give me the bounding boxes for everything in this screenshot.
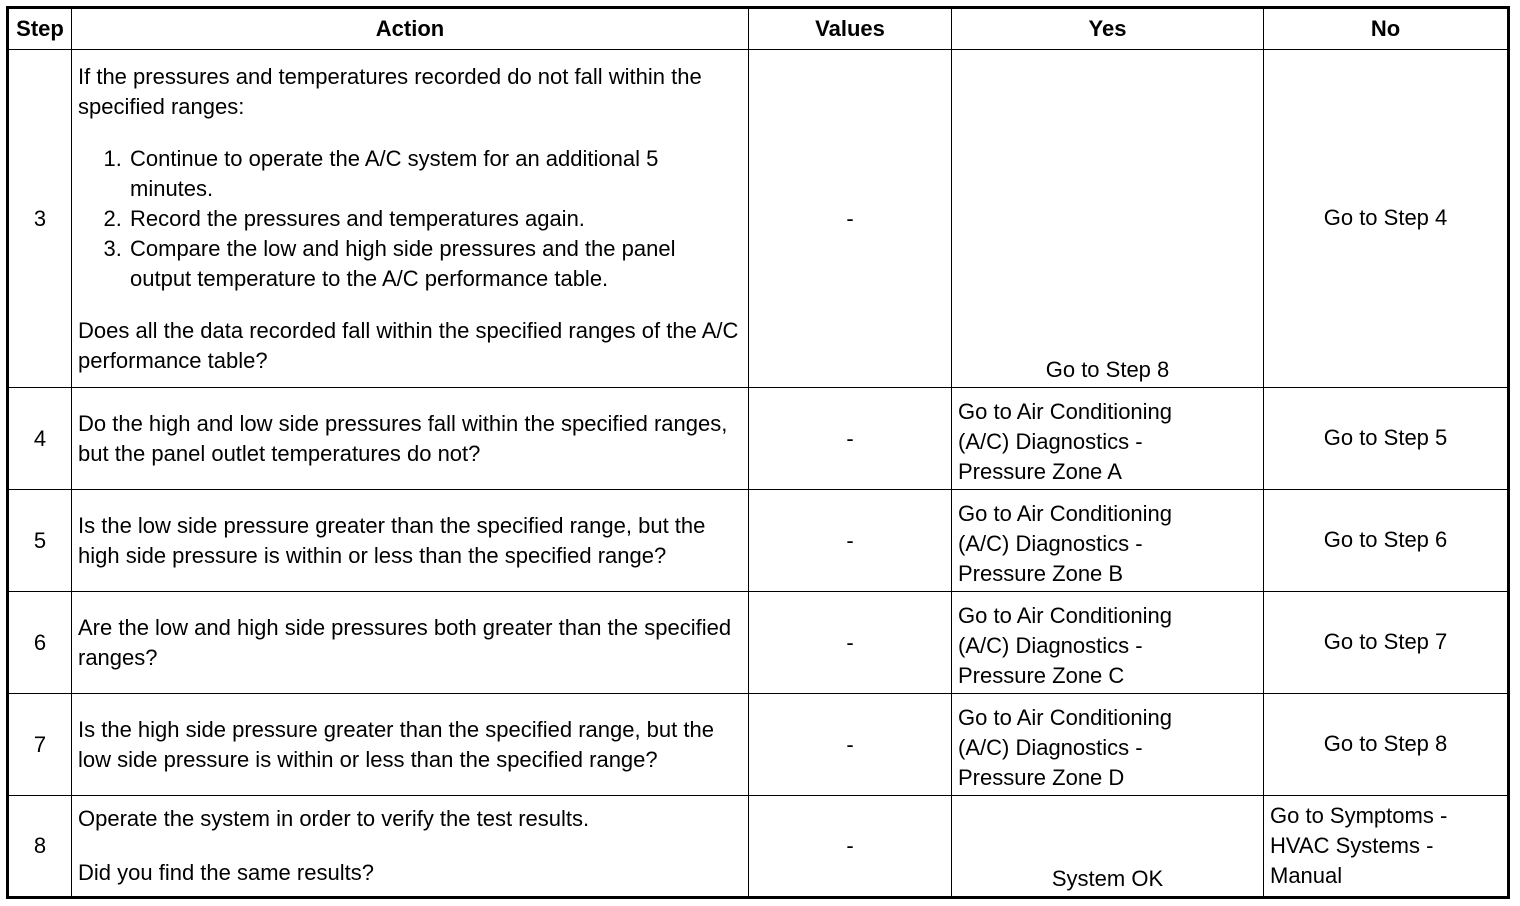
yes-line: Pressure Zone C bbox=[958, 662, 1125, 688]
values-cell: - bbox=[749, 694, 952, 796]
no-cell bbox=[1264, 592, 1509, 694]
no-link[interactable] bbox=[1270, 801, 1501, 891]
table-row bbox=[8, 490, 1509, 592]
no-line: Manual bbox=[1270, 863, 1343, 888]
action-intro: Operate the system in order to verify the test results. bbox=[78, 806, 590, 831]
yes-line: (A/C) Diagnostics - bbox=[958, 734, 1143, 760]
action-question: Is the low side pressure greater than the specified range, but the high side pressure is within or less than the specified range? bbox=[78, 512, 706, 568]
values-cell: - bbox=[749, 796, 952, 898]
yes-cell bbox=[952, 490, 1264, 592]
yes-link[interactable] bbox=[958, 493, 1257, 589]
yes-line: Pressure Zone D bbox=[958, 764, 1125, 790]
diagnostic-table bbox=[6, 6, 1510, 899]
step-number: 5 bbox=[8, 490, 72, 592]
action-cell bbox=[72, 388, 749, 490]
action-cell bbox=[72, 694, 749, 796]
yes-line: (A/C) Diagnostics - bbox=[958, 632, 1143, 658]
no-link[interactable]: Go to Step 7 bbox=[1323, 628, 1448, 654]
step-number: 7 bbox=[8, 694, 72, 796]
yes-link[interactable] bbox=[958, 697, 1257, 793]
table-row bbox=[8, 694, 1509, 796]
action-question: Is the high side pressure greater than the specified range, but the low side pressure is within or less than the specified range? bbox=[78, 716, 714, 772]
yes-line: Pressure Zone A bbox=[958, 458, 1122, 484]
header-values: Values bbox=[749, 8, 952, 50]
yes-link[interactable]: Go to Step 8 bbox=[1045, 357, 1170, 382]
yes-cell bbox=[952, 694, 1264, 796]
yes-cell bbox=[952, 388, 1264, 490]
values-cell: - bbox=[749, 592, 952, 694]
no-link[interactable]: Go to Step 5 bbox=[1323, 424, 1448, 450]
header-yes: Yes bbox=[952, 8, 1264, 50]
header-step: Step bbox=[8, 8, 72, 50]
yes-line: Go to Air Conditioning bbox=[958, 500, 1173, 526]
list-item: 3. Compare the low and high side pressures and the panel output temperature to the A/C performance table. bbox=[128, 234, 742, 294]
action-question: Do the high and low side pressures fall within the specified ranges, but the panel outlet temperatures do not? bbox=[78, 410, 728, 466]
yes-link[interactable] bbox=[958, 595, 1257, 691]
action-question: Does all the data recorded fall within the specified ranges of the A/C performance table? bbox=[78, 317, 739, 373]
header-row bbox=[8, 8, 1509, 50]
yes-cell bbox=[952, 796, 1264, 898]
no-link[interactable]: Go to Step 8 bbox=[1323, 730, 1448, 756]
yes-line: Go to Air Conditioning bbox=[958, 398, 1173, 424]
table-row bbox=[8, 50, 1509, 388]
no-cell bbox=[1264, 490, 1509, 592]
values-cell: - bbox=[749, 50, 952, 388]
action-cell bbox=[72, 490, 749, 592]
values-cell: - bbox=[749, 490, 952, 592]
table-row bbox=[8, 592, 1509, 694]
header-no: No bbox=[1264, 8, 1509, 50]
action-question: Did you find the same results? bbox=[78, 860, 374, 885]
action-cell bbox=[72, 796, 749, 898]
action-cell bbox=[72, 50, 749, 388]
step-number: 8 bbox=[8, 796, 72, 898]
yes-link[interactable] bbox=[958, 391, 1257, 487]
no-cell bbox=[1264, 388, 1509, 490]
yes-line: (A/C) Diagnostics - bbox=[958, 530, 1143, 556]
no-line: HVAC Systems - bbox=[1270, 833, 1434, 858]
no-link[interactable]: Go to Step 4 bbox=[1323, 204, 1448, 230]
yes-line: Pressure Zone B bbox=[958, 560, 1124, 586]
yes-cell bbox=[952, 50, 1264, 388]
table-row bbox=[8, 388, 1509, 490]
no-cell bbox=[1264, 694, 1509, 796]
action-list bbox=[78, 144, 742, 294]
step-number: 3 bbox=[8, 50, 72, 388]
no-line: Go to Symptoms - bbox=[1270, 803, 1448, 828]
list-item: 2. Record the pressures and temperatures again. bbox=[128, 204, 742, 234]
table-row bbox=[8, 796, 1509, 898]
yes-link[interactable]: System OK bbox=[1051, 866, 1164, 891]
no-cell bbox=[1264, 796, 1509, 898]
yes-line: Go to Air Conditioning bbox=[958, 704, 1173, 730]
no-link[interactable]: Go to Step 6 bbox=[1323, 526, 1448, 552]
step-number: 6 bbox=[8, 592, 72, 694]
yes-line: Go to Air Conditioning bbox=[958, 602, 1173, 628]
action-question: Are the low and high side pressures both greater than the specified ranges? bbox=[78, 614, 732, 670]
action-intro: If the pressures and temperatures recorded do not fall within the specified ranges: bbox=[78, 63, 702, 119]
step-number: 4 bbox=[8, 388, 72, 490]
no-cell bbox=[1264, 50, 1509, 388]
yes-cell bbox=[952, 592, 1264, 694]
action-cell bbox=[72, 592, 749, 694]
list-item: 1. Continue to operate the A/C system for an additional 5 minutes. bbox=[128, 144, 742, 204]
yes-line: (A/C) Diagnostics - bbox=[958, 428, 1143, 454]
values-cell: - bbox=[749, 388, 952, 490]
spacer bbox=[78, 834, 742, 858]
header-action: Action bbox=[72, 8, 749, 50]
